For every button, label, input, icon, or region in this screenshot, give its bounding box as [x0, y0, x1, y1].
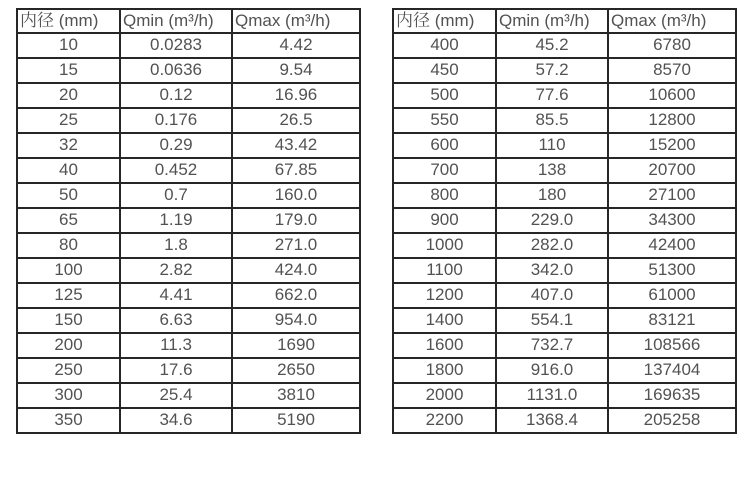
table-cell: 45.2	[496, 33, 608, 58]
table-cell: 108566	[608, 333, 736, 358]
table-cell: 16.96	[232, 83, 360, 108]
table-cell: 1.8	[120, 233, 232, 258]
table-row	[17, 408, 360, 433]
table-row	[393, 258, 736, 283]
table-cell: 1100	[393, 258, 496, 283]
table-cell: 0.7	[120, 183, 232, 208]
table-cell: 1400	[393, 308, 496, 333]
table-cell: 17.6	[120, 358, 232, 383]
table-cell: 3810	[232, 383, 360, 408]
table-row	[17, 108, 360, 133]
table-cell: 500	[393, 83, 496, 108]
table-cell: 229.0	[496, 208, 608, 233]
table-cell: 0.12	[120, 83, 232, 108]
table-row	[17, 58, 360, 83]
table-cell: 180	[496, 183, 608, 208]
table-cell: 20700	[608, 158, 736, 183]
table-cell: 169635	[608, 383, 736, 408]
table-cell: 916.0	[496, 358, 608, 383]
table-row	[393, 33, 736, 58]
table-cell: 300	[17, 383, 120, 408]
table-cell: 800	[393, 183, 496, 208]
table-cell: 342.0	[496, 258, 608, 283]
table-cell: 450	[393, 58, 496, 83]
table-cell: 0.0283	[120, 33, 232, 58]
table-cell: 6.63	[120, 308, 232, 333]
table-cell: 65	[17, 208, 120, 233]
table-cell: 550	[393, 108, 496, 133]
column-header: 内径 (mm)	[393, 9, 496, 33]
table-cell: 77.6	[496, 83, 608, 108]
table-cell: 4.41	[120, 283, 232, 308]
table-row	[393, 233, 736, 258]
table-cell: 0.0636	[120, 58, 232, 83]
table-cell: 1690	[232, 333, 360, 358]
table-row	[17, 158, 360, 183]
table-cell: 0.452	[120, 158, 232, 183]
column-header: Qmin (m³/h)	[496, 9, 608, 33]
table-cell: 12800	[608, 108, 736, 133]
table-cell: 200	[17, 333, 120, 358]
table-cell: 34.6	[120, 408, 232, 433]
table-cell: 271.0	[232, 233, 360, 258]
table-row	[393, 308, 736, 333]
table-cell: 110	[496, 133, 608, 158]
table-cell: 407.0	[496, 283, 608, 308]
table-cell: 34300	[608, 208, 736, 233]
table-cell: 0.29	[120, 133, 232, 158]
table-cell: 20	[17, 83, 120, 108]
table-row	[17, 208, 360, 233]
table-cell: 25	[17, 108, 120, 133]
table-cell: 15200	[608, 133, 736, 158]
table-cell: 2200	[393, 408, 496, 433]
table-row	[393, 83, 736, 108]
table-cell: 67.85	[232, 158, 360, 183]
table-cell: 0.176	[120, 108, 232, 133]
table-cell: 2650	[232, 358, 360, 383]
table-cell: 137404	[608, 358, 736, 383]
table-cell: 125	[17, 283, 120, 308]
table-row	[393, 133, 736, 158]
table-cell: 100	[17, 258, 120, 283]
table-cell: 179.0	[232, 208, 360, 233]
table-row	[17, 133, 360, 158]
table-cell: 600	[393, 133, 496, 158]
table-cell: 400	[393, 33, 496, 58]
table-cell: 8570	[608, 58, 736, 83]
table-row	[393, 158, 736, 183]
table-row	[17, 308, 360, 333]
table-cell: 32	[17, 133, 120, 158]
table-cell: 61000	[608, 283, 736, 308]
table-row	[17, 258, 360, 283]
table-cell: 11.3	[120, 333, 232, 358]
table-cell: 25.4	[120, 383, 232, 408]
table-cell: 40	[17, 158, 120, 183]
table-row	[17, 283, 360, 308]
table-row	[393, 383, 736, 408]
table-cell: 1200	[393, 283, 496, 308]
table-row	[17, 83, 360, 108]
table-cell: 150	[17, 308, 120, 333]
table-cell: 42400	[608, 233, 736, 258]
table-cell: 138	[496, 158, 608, 183]
table-cell: 57.2	[496, 58, 608, 83]
table-cell: 554.1	[496, 308, 608, 333]
table-row	[17, 33, 360, 58]
table-cell: 5190	[232, 408, 360, 433]
column-header: Qmax (m³/h)	[232, 9, 360, 33]
table-cell: 424.0	[232, 258, 360, 283]
table-cell: 250	[17, 358, 120, 383]
column-header: Qmin (m³/h)	[120, 9, 232, 33]
table-row	[393, 358, 736, 383]
table-cell: 732.7	[496, 333, 608, 358]
table-cell: 662.0	[232, 283, 360, 308]
table-cell: 1.19	[120, 208, 232, 233]
table-cell: 2.82	[120, 258, 232, 283]
table-cell: 15	[17, 58, 120, 83]
table-cell: 350	[17, 408, 120, 433]
table-cell: 80	[17, 233, 120, 258]
flow-table-large-diameters	[392, 8, 737, 434]
table-row	[393, 208, 736, 233]
header-row	[393, 9, 736, 33]
table-cell: 700	[393, 158, 496, 183]
table-cell: 50	[17, 183, 120, 208]
table-row	[393, 408, 736, 433]
table-row	[393, 108, 736, 133]
table-cell: 1368.4	[496, 408, 608, 433]
column-header: Qmax (m³/h)	[608, 9, 736, 33]
table-cell: 2000	[393, 383, 496, 408]
table-cell: 1131.0	[496, 383, 608, 408]
table-row	[17, 183, 360, 208]
table-row	[393, 333, 736, 358]
table-cell: 1600	[393, 333, 496, 358]
table-cell: 954.0	[232, 308, 360, 333]
table-cell: 83121	[608, 308, 736, 333]
table-row	[393, 58, 736, 83]
table-row	[17, 358, 360, 383]
table-row	[393, 183, 736, 208]
table-cell: 26.5	[232, 108, 360, 133]
table-cell: 205258	[608, 408, 736, 433]
table-cell: 85.5	[496, 108, 608, 133]
table-cell: 10600	[608, 83, 736, 108]
table-cell: 282.0	[496, 233, 608, 258]
table-row	[17, 333, 360, 358]
table-cell: 1000	[393, 233, 496, 258]
table-cell: 160.0	[232, 183, 360, 208]
flow-table-small-diameters	[16, 8, 361, 434]
header-row	[17, 9, 360, 33]
table-cell: 43.42	[232, 133, 360, 158]
table-cell: 4.42	[232, 33, 360, 58]
table-row	[17, 233, 360, 258]
table-row	[393, 283, 736, 308]
tables-container	[16, 8, 737, 434]
table-cell: 10	[17, 33, 120, 58]
table-cell: 27100	[608, 183, 736, 208]
table-cell: 51300	[608, 258, 736, 283]
table-cell: 6780	[608, 33, 736, 58]
table-cell: 1800	[393, 358, 496, 383]
table-cell: 900	[393, 208, 496, 233]
column-header: 内径 (mm)	[17, 9, 120, 33]
table-cell: 9.54	[232, 58, 360, 83]
table-row	[17, 383, 360, 408]
